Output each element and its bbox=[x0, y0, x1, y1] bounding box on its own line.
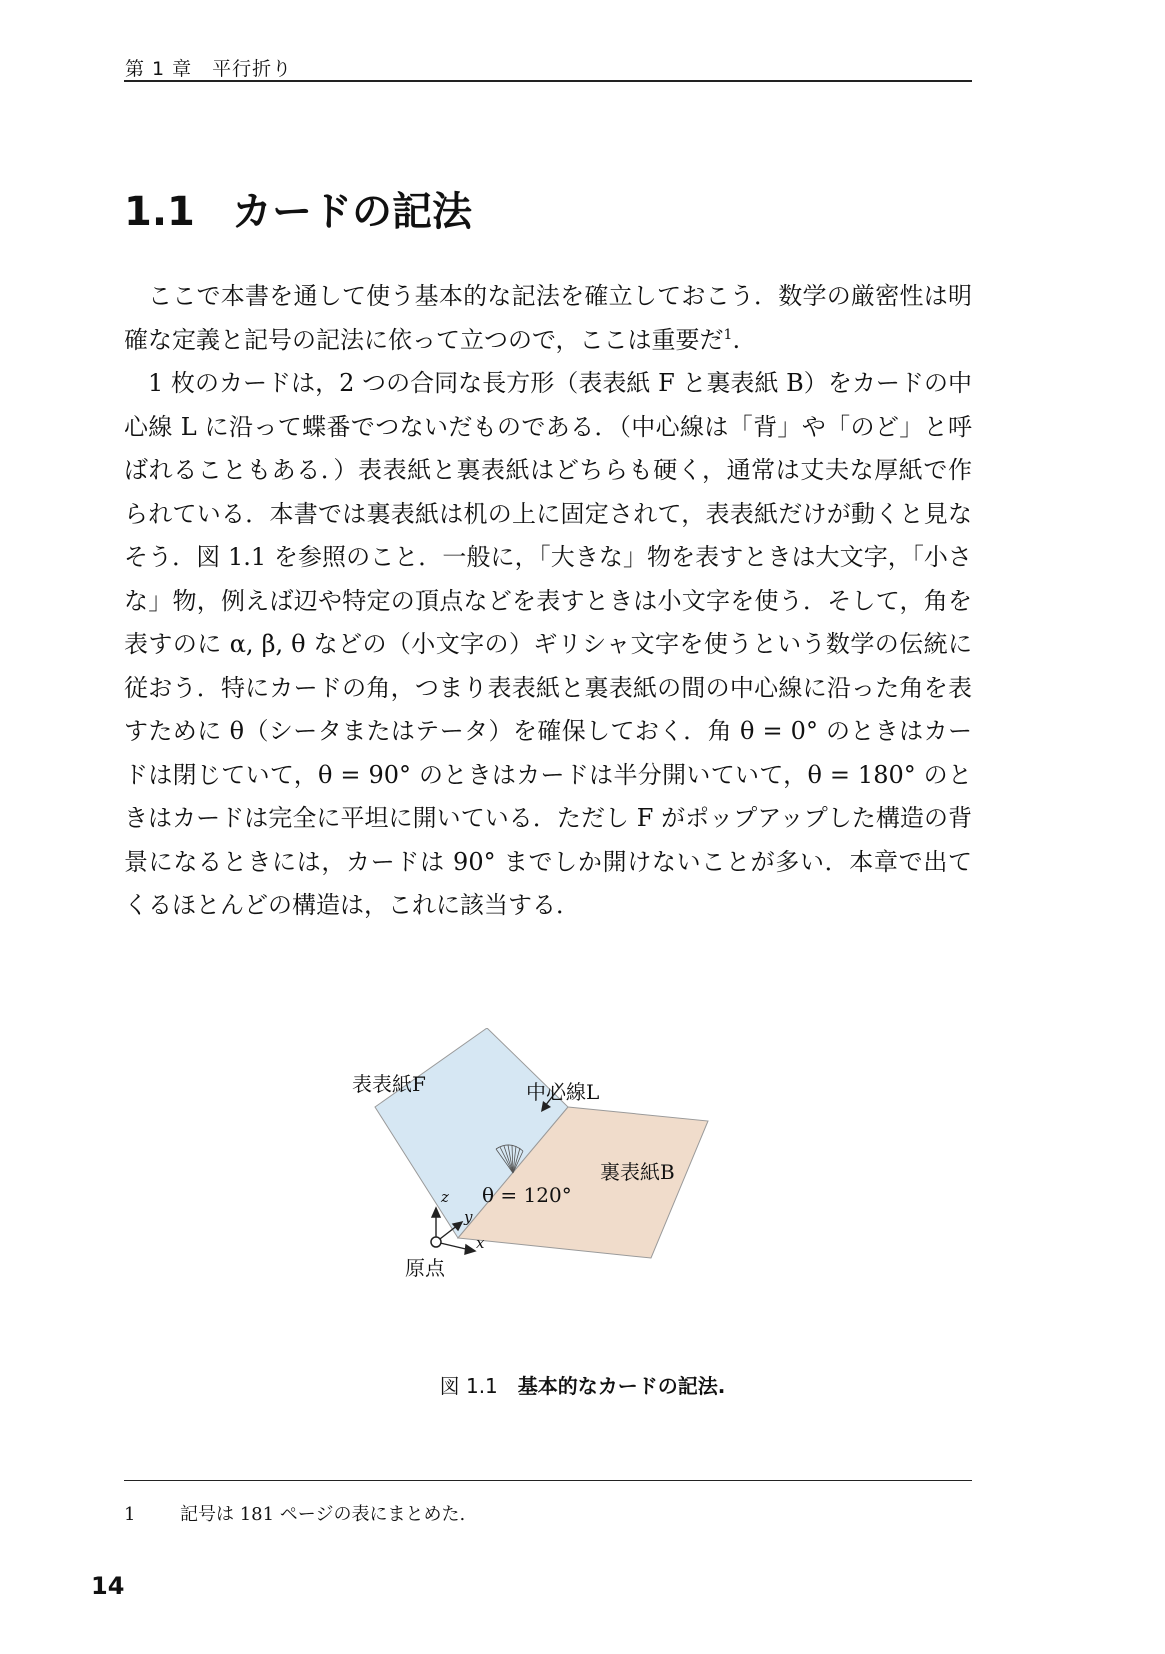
footnote-text: 記号は 181 ページの表にまとめた. bbox=[180, 1504, 466, 1525]
footnote-rule bbox=[124, 1480, 972, 1481]
paragraph-1-end: . bbox=[732, 325, 741, 354]
footnote bbox=[124, 1500, 465, 1526]
footnote-reference: 1 bbox=[723, 326, 733, 343]
caption-number: 図 1.1 bbox=[439, 1374, 498, 1398]
paragraph-1 bbox=[124, 275, 972, 362]
figure-card-notation bbox=[352, 1028, 750, 1360]
front-cover-label: 表表紙F bbox=[352, 1072, 426, 1096]
origin-label: 原点 bbox=[405, 1256, 445, 1280]
running-head: 第 1 章 平行折り bbox=[125, 58, 293, 80]
paragraph-1-text: ここで本書を通して使う基本的な記法を確立しておこう．数学の厳密性は明確な定義と記号の記法に依って立つので，ここは重要だ bbox=[124, 282, 972, 354]
section-title: カードの記法 bbox=[232, 189, 472, 235]
caption-text: 基本的なカードの記法. bbox=[517, 1374, 726, 1398]
centerline-label: 中心線L bbox=[526, 1080, 600, 1104]
paragraph-2: 1 枚のカードは，2 つの合同な長方形（表表紙 F と裏表紙 B）をカードの中心線 L に沿って蝶番でつないだものである．（中心線は「背」や「のど」と呼ばれることもある．）表表紙と裏表紙はどちらも硬く，通常は丈夫な厚紙で作られている．本書では裏表紙は机の上に固定されて，表表紙だけが動くと見なそう．図 1.1 を参照のこと．一般に，「大きな」物を表すときは大文字，「小さな」物，例えば辺や特定の頂点などを表すときは小文字を使う．そして，角を表すのに α, β, θ などの（小文字の）ギリシャ文字を使うという数学の伝統に従おう．特にカードの角，つまり表表紙と裏表紙の間の中心線に沿った角を表すために θ（シータまたはテータ）を確保しておく．角 θ = 0° のときはカードは閉じていて，θ = 90° のときはカードは半分開いていて，θ = 180° のときはカードは完全に平坦に開いている．ただし F がポップアップした構造の背景になるときには，カードは 90° までしか開けないことが多い．本章で出てくるほとんどの構造は，これに該当する． bbox=[124, 369, 972, 919]
axis-z-label: z bbox=[441, 1188, 449, 1206]
axis-y-label: y bbox=[464, 1208, 473, 1226]
page-number: 14 bbox=[91, 1572, 125, 1600]
origin-point bbox=[431, 1237, 441, 1247]
back-cover-label: 裏表紙B bbox=[600, 1160, 675, 1184]
axis-x-label: x bbox=[476, 1234, 485, 1252]
body-text bbox=[124, 275, 972, 928]
footnote-mark: 1 bbox=[124, 1504, 136, 1525]
header-rule bbox=[124, 80, 972, 82]
angle-label: θ = 120° bbox=[482, 1183, 572, 1207]
figure-caption bbox=[0, 1370, 1165, 1399]
section-number: 1.1 bbox=[124, 189, 195, 235]
section-heading bbox=[124, 180, 472, 237]
